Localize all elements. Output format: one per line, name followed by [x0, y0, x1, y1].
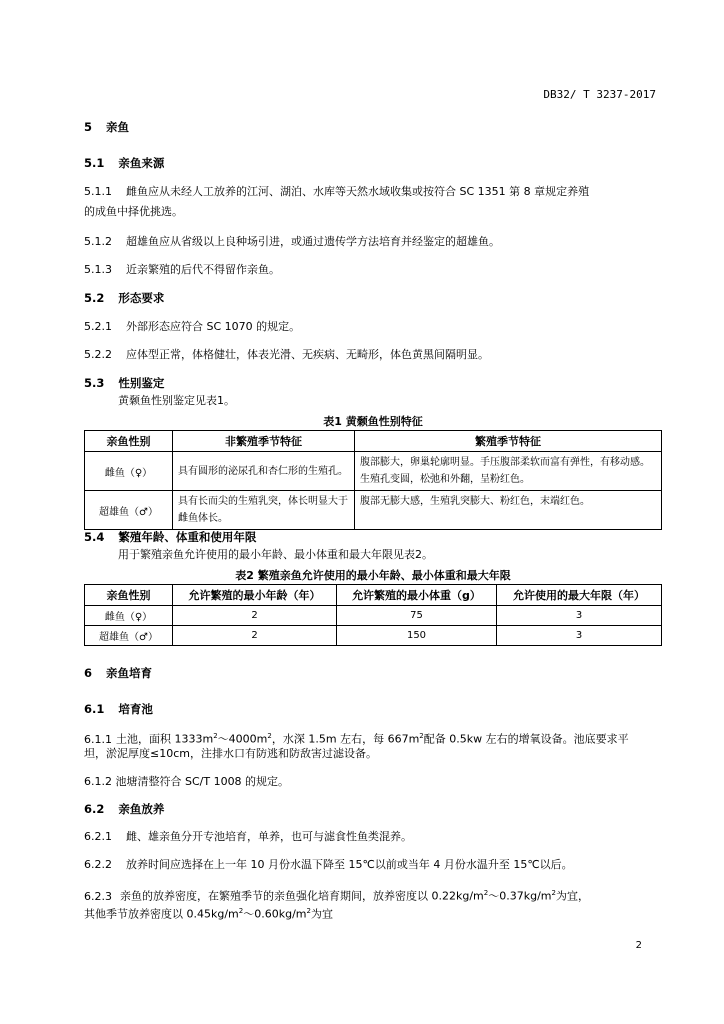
- column-header: 允许繁殖的最小体重（g）: [337, 585, 497, 606]
- section-5-4-intro: 用于繁殖亲鱼允许使用的最小年龄、最小体重和最大年限见表2。: [118, 548, 433, 561]
- clause-6-2-2: [84, 856, 573, 874]
- table-2-caption: 表2 繁殖亲鱼允许使用的最小年龄、最小体重和最大年限: [235, 569, 511, 582]
- page-number: 2: [635, 940, 642, 951]
- column-header: 允许繁殖的最小年龄（年）: [173, 585, 337, 606]
- section-number: 5: [84, 120, 93, 134]
- superscript: 2: [267, 732, 272, 740]
- clause-text: 近亲繁殖的后代不得留作亲鱼。: [126, 263, 280, 276]
- clause-number: 6.2.1: [84, 830, 112, 843]
- clause-5-2-2: [84, 346, 489, 364]
- clause-text: 外部形态应符合 SC 1070 的规定。: [126, 320, 301, 333]
- section-5-3-intro: 黄颡鱼性别鉴定见表1。: [118, 394, 235, 407]
- clause-5-1-1-continued: 的成鱼中择优挑选。: [84, 205, 183, 218]
- superscript: 2: [419, 732, 424, 740]
- superscript: 2: [551, 889, 556, 897]
- section-title: 亲鱼培育: [106, 666, 153, 680]
- superscript: 2: [483, 889, 489, 897]
- column-header: 亲鱼性别: [85, 431, 173, 452]
- clause-number: 5.1.1: [84, 185, 112, 198]
- table-cell: 2: [173, 626, 337, 646]
- section-title: 培育池: [118, 702, 153, 716]
- section-title: 亲鱼: [106, 120, 130, 134]
- table-row: [85, 606, 662, 626]
- clause-6-2-1: [84, 828, 412, 846]
- clause-number: 5.2.1: [84, 320, 112, 333]
- clause-text: 亲鱼的放养密度，在繁殖季节的亲鱼强化培育期间，放养密度以 0.22kg/m: [120, 889, 484, 903]
- superscript: 2: [213, 732, 218, 740]
- clause-5-1-1: [84, 183, 589, 201]
- section-number: 6.1: [84, 702, 105, 716]
- clause-text: ～4000m: [217, 732, 268, 746]
- clause-number: 6.2.3: [84, 889, 112, 903]
- section-5-2-heading: [84, 289, 164, 307]
- table-row: [85, 452, 662, 491]
- section-6-heading: [84, 664, 152, 682]
- section-number: 5.4: [84, 530, 105, 544]
- table-2: [84, 584, 662, 646]
- clause-text: 其他季节放养密度以 0.45kg/m: [84, 907, 239, 921]
- table-cell: 雌鱼（♀）: [85, 606, 173, 626]
- clause-number: 6.1.1: [84, 732, 112, 746]
- table-row: [85, 491, 662, 530]
- section-number: 5.1: [84, 156, 105, 170]
- table-1-caption: 表1 黄颡鱼性别特征: [323, 415, 423, 428]
- clause-text: 为宜: [310, 907, 333, 921]
- superscript: 2: [306, 907, 311, 915]
- clause-number: 5.1.2: [84, 235, 112, 248]
- section-title: 亲鱼来源: [118, 156, 165, 170]
- clause-6-2-3-continued: [84, 902, 333, 924]
- section-title: 繁殖年龄、体重和使用年限: [118, 530, 257, 544]
- table-cell: 腹部无膨大感，生殖乳突膨大、粉红色，末端红色。: [355, 491, 662, 530]
- section-number: 5.2: [84, 291, 105, 305]
- section-title: 亲鱼放养: [118, 802, 165, 816]
- table-cell: 3: [497, 606, 662, 626]
- table-row: [85, 626, 662, 646]
- column-header: 非繁殖季节特征: [173, 431, 355, 452]
- clause-5-1-2: [84, 233, 500, 251]
- clause-text: 应体型正常，体格健壮，体表光滑、无疾病、无畸形，体色黄黑间隔明显。: [126, 348, 489, 361]
- clause-number: 5.1.3: [84, 263, 112, 276]
- section-number: 6: [84, 666, 93, 680]
- table-cell: 腹部膨大，卵巢轮廓明显。手压腹部柔软而富有弹性，有移动感。生殖孔变圆，松弛和外翻，呈粉红色。: [355, 452, 662, 491]
- table-1: [84, 430, 662, 530]
- section-6-1-heading: [84, 700, 153, 718]
- section-number: 6.2: [84, 802, 105, 816]
- clause-text: ～0.37kg/m: [488, 889, 552, 903]
- table-cell: 具有长而尖的生殖乳突，体长明显大于雌鱼体长。: [173, 491, 355, 530]
- clause-text: 雌鱼应从未经人工放养的江河、湖泊、水库等天然水域收集或按符合 SC 1351 第 8 章规定养殖: [126, 185, 590, 198]
- section-number: 5.3: [84, 376, 105, 390]
- standard-code: DB32/ T 3237-2017: [543, 88, 656, 101]
- clause-text: 放养时间应选择在上一年 10 月份水温下降至 15℃以前或当年 4 月份水温升至 15℃以后。: [126, 858, 573, 871]
- table-cell: 超雄鱼（♂）: [85, 491, 173, 530]
- table-cell: 150: [337, 626, 497, 646]
- section-6-2-heading: [84, 800, 164, 818]
- section-5-1-heading: [84, 154, 164, 172]
- section-5-heading: [84, 118, 129, 136]
- superscript: 2: [238, 907, 244, 915]
- clause-text: ～0.60kg/m: [243, 907, 307, 921]
- section-5-3-heading: [84, 374, 164, 392]
- clause-text: 雌、雄亲鱼分开专池培育，单养，也可与滤食性鱼类混养。: [126, 830, 412, 843]
- table-header-row: [85, 431, 662, 452]
- clause-text: 超雄鱼应从省级以上良种场引进，或通过遗传学方法培育并经鉴定的超雄鱼。: [126, 235, 500, 248]
- clause-5-1-3: [84, 261, 280, 279]
- table-cell: 75: [337, 606, 497, 626]
- column-header: 繁殖季节特征: [355, 431, 662, 452]
- table-header-row: [85, 585, 662, 606]
- table-cell: 超雄鱼（♂）: [85, 626, 173, 646]
- clause-text: 配备 0.5kw 左右的增氧设备。池底要求平: [423, 732, 629, 746]
- table-cell: 雌鱼（♀）: [85, 452, 173, 491]
- clause-6-1-2: 6.1.2 池塘清整符合 SC/T 1008 的规定。: [84, 775, 290, 788]
- table-cell: 2: [173, 606, 337, 626]
- clause-text: 土池，面积 1333m: [116, 732, 214, 746]
- column-header: 亲鱼性别: [85, 585, 173, 606]
- clause-text: ，水深 1.5m 左右，每 667m: [271, 732, 420, 746]
- table-cell: 3: [497, 626, 662, 646]
- clause-6-1-1-continued: 坦，淤泥厚度≤10cm，注排水口有防逃和防敌害过滤设备。: [84, 747, 377, 760]
- table-cell: 具有圆形的泌尿孔和杏仁形的生殖孔。: [173, 452, 355, 491]
- section-title: 性别鉴定: [118, 376, 165, 390]
- section-5-4-heading: [84, 528, 256, 546]
- clause-number: 6.2.2: [84, 858, 112, 871]
- column-header: 允许使用的最大年限（年）: [497, 585, 662, 606]
- clause-text: 为宜，: [555, 889, 589, 903]
- section-title: 形态要求: [118, 291, 165, 305]
- clause-number: 5.2.2: [84, 348, 112, 361]
- clause-5-2-1: [84, 318, 300, 336]
